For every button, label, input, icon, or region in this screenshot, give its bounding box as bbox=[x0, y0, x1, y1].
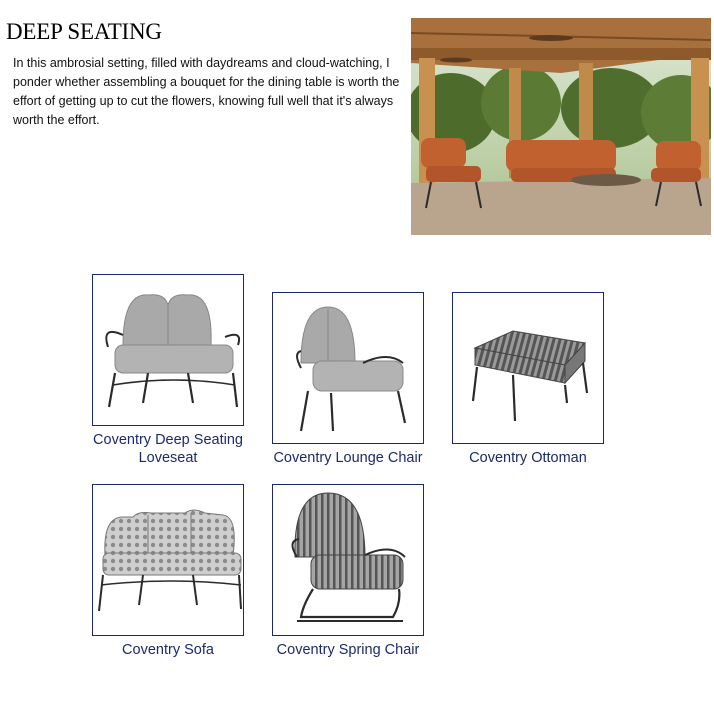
spring-chair-image bbox=[273, 485, 423, 635]
caption-line-1[interactable]: Coventry Deep Seating bbox=[93, 432, 243, 448]
intro-text: In this ambrosial setting, filled with daydreams and cloud-watching, I ponder whether assembling a bouquet for the dining table is worth the effort of getting up to cut the flowers, knowing full well that it's always worth the effort. bbox=[13, 56, 400, 127]
caption-line-1[interactable]: Coventry Lounge Chair bbox=[273, 450, 423, 466]
caption-line-2[interactable]: Loveseat bbox=[138, 450, 198, 466]
page-title: DEEP SEATING bbox=[6, 19, 162, 44]
product-caption-spring-chair[interactable] bbox=[262, 641, 434, 659]
product-ottoman[interactable] bbox=[442, 292, 614, 470]
sofa-image bbox=[93, 485, 243, 635]
product-image-lounge-chair[interactable] bbox=[272, 292, 424, 444]
caption-line-1[interactable]: Coventry Sofa bbox=[122, 642, 214, 658]
product-image-ottoman[interactable] bbox=[452, 292, 604, 444]
product-caption-loveseat[interactable] bbox=[82, 431, 254, 467]
product-image-loveseat[interactable] bbox=[92, 274, 244, 426]
product-spring-chair[interactable] bbox=[262, 484, 434, 662]
product-caption-ottoman[interactable] bbox=[442, 449, 614, 467]
lounge-chair-image bbox=[273, 293, 423, 443]
product-caption-lounge-chair[interactable] bbox=[262, 449, 434, 467]
caption-line-1[interactable]: Coventry Ottoman bbox=[469, 450, 587, 466]
product-image-spring-chair[interactable] bbox=[272, 484, 424, 636]
product-image-sofa[interactable] bbox=[92, 484, 244, 636]
product-caption-sofa[interactable] bbox=[82, 641, 254, 659]
hero-patio-image bbox=[411, 18, 711, 235]
loveseat-image bbox=[93, 275, 243, 425]
product-lounge-chair[interactable] bbox=[262, 292, 434, 470]
product-loveseat[interactable] bbox=[82, 274, 254, 470]
caption-line-1[interactable]: Coventry Spring Chair bbox=[276, 642, 420, 658]
ottoman-image bbox=[453, 293, 603, 443]
product-sofa[interactable] bbox=[82, 484, 254, 662]
